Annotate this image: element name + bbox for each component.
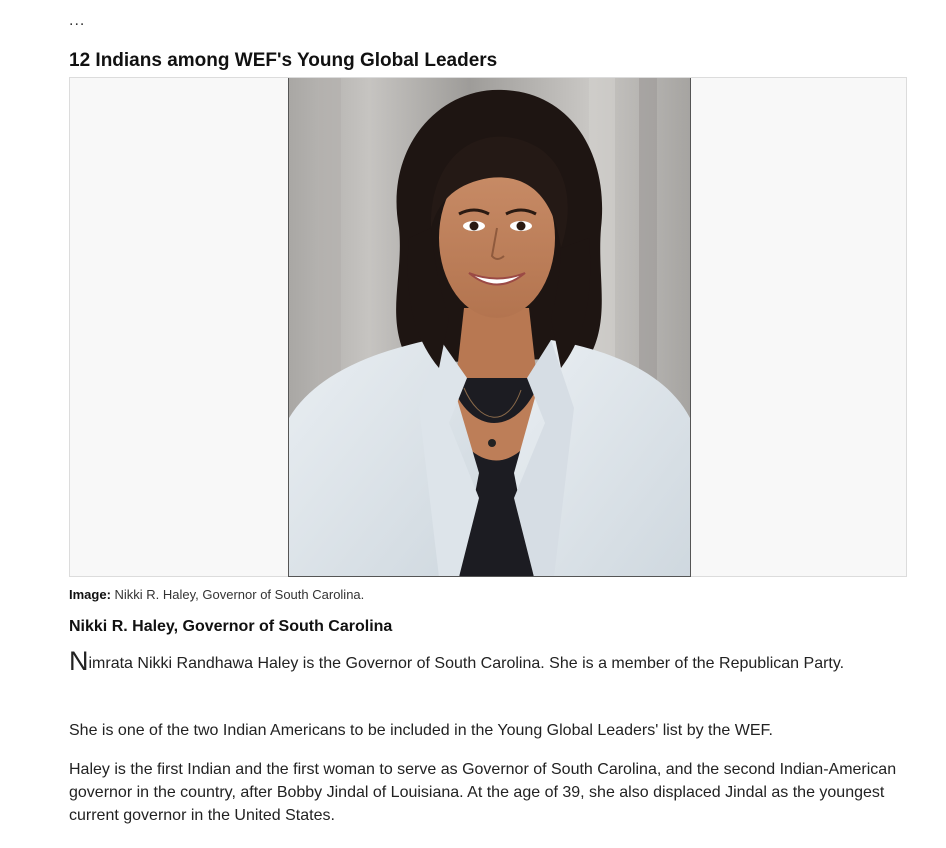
paragraph-3: Haley is the first Indian and the first woman to serve as Governor of South Carolina, and the second Indian-American governor in the country, after Bobby Jindal of Louisiana. At the age of 39, she also displaced Jindal as the youngest current governor in the United States.	[69, 761, 897, 824]
portrait-photo[interactable]	[288, 78, 691, 577]
ellipsis: ...	[69, 12, 86, 29]
paragraph-2: She is one of the two Indian Americans to be included in the Young Global Leaders' list by the WEF.	[69, 722, 773, 739]
paragraph-1-text: imrata Nikki Randhawa Haley is the Governor of South Carolina. She is a member of the Republican Party.	[88, 655, 845, 672]
image-caption	[69, 587, 364, 602]
drop-cap: N	[69, 646, 89, 676]
caption-label: Image:	[69, 587, 111, 602]
portrait-illustration	[289, 78, 690, 577]
paragraph-1	[69, 646, 909, 676]
photo-frame	[69, 77, 907, 577]
section-subheading: Nikki R. Haley, Governor of South Carolina	[69, 618, 393, 635]
article-title: 12 Indians among WEF's Young Global Leaders	[69, 50, 498, 71]
caption-text: Nikki R. Haley, Governor of South Carolina.	[110, 587, 365, 602]
